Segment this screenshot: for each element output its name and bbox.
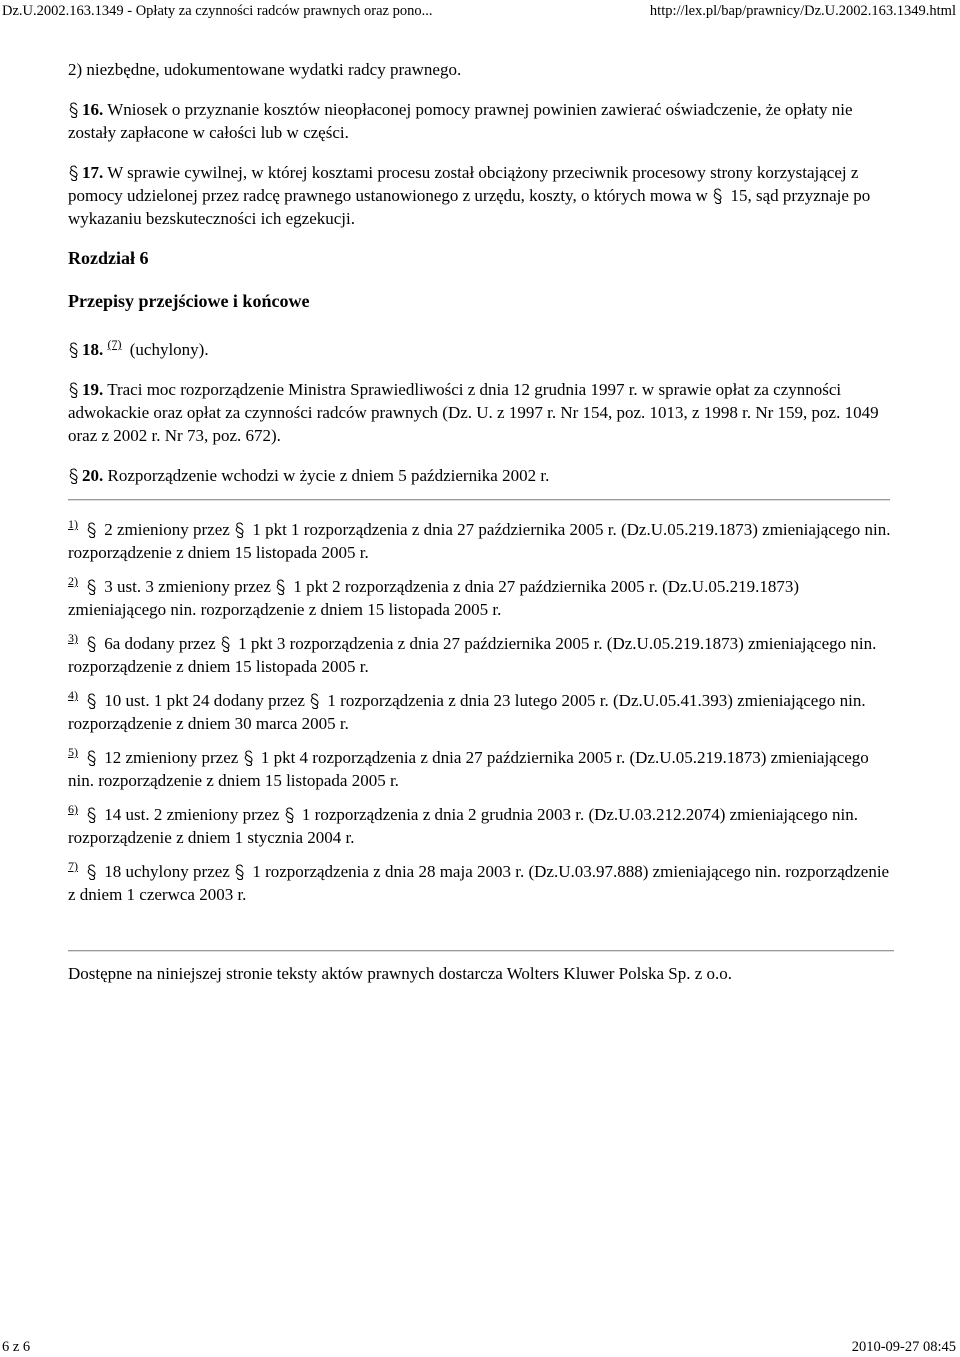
footnote-text: 10 ust. 1 pkt 24 dodany przez bbox=[100, 691, 310, 710]
paragraph-19 bbox=[68, 378, 898, 447]
section-sign-icon bbox=[68, 468, 80, 484]
print-timestamp: 2010-09-27 08:45 bbox=[851, 1339, 956, 1355]
paragraph-text: Traci moc rozporządzenie Ministra Sprawiedliwości z dnia 12 grudnia 1997 r. w sprawie opłat za czynności adwokackie oraz opłat za czynności radców prawnych (Dz. U. z 1997 r. Nr 154, poz. 1013, z 1998 r. Nr 159, poz. 1049 oraz z 2002 r. Nr 73, poz. 672). bbox=[68, 380, 879, 445]
footnote-text: 1 pkt 3 rozporządzenia z dnia 27 października 2005 r. (Dz.U.05.219.1873) zmieniającego nin. rozporządzenie z dniem 15 listopada 2005 r. bbox=[68, 634, 877, 676]
section-sign-icon bbox=[234, 864, 246, 880]
footnote-text: 1 rozporządzenia z dnia 2 grudnia 2003 r. (Dz.U.03.212.2074) zmieniającego nin. rozporządzenie z dniem 1 stycznia 2004 r. bbox=[68, 805, 859, 847]
section-sign-icon bbox=[712, 188, 724, 204]
paragraph-number: 16. bbox=[82, 100, 104, 119]
section-sign-icon bbox=[68, 382, 80, 398]
footnote-ref-link[interactable]: (7) bbox=[107, 337, 122, 351]
section-sign-icon bbox=[275, 579, 287, 595]
footnote-2 bbox=[68, 570, 898, 621]
footnote-marker[interactable]: 5) bbox=[68, 745, 78, 759]
footnote-3 bbox=[68, 627, 898, 678]
paragraph-18 bbox=[68, 333, 898, 361]
section-sign-icon bbox=[220, 636, 232, 652]
item-2: 2) niezbędne, udokumentowane wydatki radcy prawnego. bbox=[68, 60, 462, 79]
footnote-text: 12 zmieniony przez bbox=[100, 748, 243, 767]
paragraph-text: Wniosek o przyznanie kosztów nieopłaconej pomocy prawnej powinien zawierać oświadczenie, że opłaty nie zostały zapłacone w całości lub w części. bbox=[68, 100, 853, 142]
section-sign-icon bbox=[68, 165, 80, 181]
footnote-marker[interactable]: 4) bbox=[68, 688, 78, 702]
footnote-text: 1 pkt 4 rozporządzenia z dnia 27 października 2005 r. (Dz.U.05.219.1873) zmieniającego nin. rozporządzenie z dniem 15 listopada 2005 r. bbox=[68, 748, 869, 790]
chapter-heading: Rozdział 6 bbox=[68, 248, 149, 268]
section-sign-icon bbox=[68, 102, 80, 118]
disclaimer-text: Dostępne na niniejszej stronie teksty aktów prawnych dostarcza Wolters Kluwer Polska Sp. z o.o. bbox=[68, 964, 732, 983]
footnote-text: 18 uchylony przez bbox=[100, 862, 235, 881]
footnote-text: 1 rozporządzenia z dnia 23 lutego 2005 r. (Dz.U.05.41.393) zmieniającego nin. rozporządzenie z dniem 30 marca 2005 r. bbox=[68, 691, 866, 733]
paragraph-number: 17. bbox=[82, 163, 104, 182]
footnote-4 bbox=[68, 684, 898, 735]
footnote-6 bbox=[68, 798, 898, 849]
footnote-text: 1 pkt 1 rozporządzenia z dnia 27 października 2005 r. (Dz.U.05.219.1873) zmieniającego nin. rozporządzenie z dniem 15 listopada 2005 r. bbox=[68, 520, 891, 562]
paragraph-16 bbox=[68, 98, 898, 144]
footnote-text: 14 ust. 2 zmieniony przez bbox=[100, 805, 284, 824]
section-sign-icon bbox=[86, 579, 98, 595]
paragraph-text: W sprawie cywilnej, w której kosztami procesu został obciążony przeciwnik procesowy strony korzystającej z pomocy udzielonej przez radcę prawnego ustanowionego z urzędu, koszty, o których mowa w bbox=[68, 163, 859, 205]
footnote-7 bbox=[68, 855, 898, 906]
paragraph-20 bbox=[68, 464, 898, 487]
section-sign-icon bbox=[86, 750, 98, 766]
paragraph-number: 18. bbox=[82, 340, 104, 359]
footnote-marker[interactable]: 6) bbox=[68, 802, 78, 816]
page-counter: 6 z 6 bbox=[2, 1339, 31, 1355]
section-sign-icon bbox=[86, 636, 98, 652]
section-sign-icon bbox=[86, 807, 98, 823]
section-sign-icon bbox=[86, 522, 98, 538]
document-body bbox=[68, 58, 898, 985]
disclaimer-divider bbox=[68, 950, 894, 952]
footnotes-list bbox=[68, 513, 898, 906]
paragraph-17 bbox=[68, 161, 898, 230]
footnote-marker[interactable]: 2) bbox=[68, 574, 78, 588]
section-sign-icon bbox=[68, 342, 80, 358]
section-sign-icon bbox=[234, 522, 246, 538]
print-header-url: http://lex.pl/bap/prawnicy/Dz.U.2002.163.1349.html bbox=[649, 3, 956, 19]
section-sign-icon bbox=[284, 807, 296, 823]
footnote-5 bbox=[68, 741, 898, 792]
footnote-1 bbox=[68, 513, 898, 564]
footnotes-divider bbox=[68, 499, 890, 501]
footnote-text: 2 zmieniony przez bbox=[100, 520, 235, 539]
chapter-title: Przepisy przejściowe i końcowe bbox=[68, 291, 310, 311]
paragraph-text: 15, sąd przyznaje po wykazaniu bezskuteczności ich egzekucji. bbox=[68, 186, 871, 228]
footnote-marker[interactable]: 3) bbox=[68, 631, 78, 645]
footnote-marker[interactable]: 1) bbox=[68, 517, 78, 531]
section-sign-icon bbox=[86, 693, 98, 709]
paragraph-text: (uchylony). bbox=[125, 340, 209, 359]
footnote-text: 1 pkt 2 rozporządzenia z dnia 27 października 2005 r. (Dz.U.05.219.1873) zmieniającego nin. rozporządzenie z dniem 15 listopada 2005 r. bbox=[68, 577, 799, 619]
paragraph-number: 20. bbox=[82, 466, 104, 485]
footnote-text: 6a dodany przez bbox=[100, 634, 220, 653]
footnote-text: 3 ust. 3 zmieniony przez bbox=[100, 577, 276, 596]
section-sign-icon bbox=[309, 693, 321, 709]
footnote-text: 1 rozporządzenia z dnia 28 maja 2003 r. (Dz.U.03.97.888) zmieniającego nin. rozporządzenie z dniem 1 czerwca 2003 r. bbox=[68, 862, 890, 904]
section-sign-icon bbox=[86, 864, 98, 880]
print-header-title: Dz.U.2002.163.1349 - Opłaty za czynności radców prawnych oraz pono... bbox=[2, 3, 433, 19]
section-sign-icon bbox=[243, 750, 255, 766]
footnote-marker[interactable]: 7) bbox=[68, 859, 78, 873]
paragraph-number: 19. bbox=[82, 380, 104, 399]
paragraph-text: Rozporządzenie wchodzi w życie z dniem 5 października 2002 r. bbox=[103, 466, 550, 485]
